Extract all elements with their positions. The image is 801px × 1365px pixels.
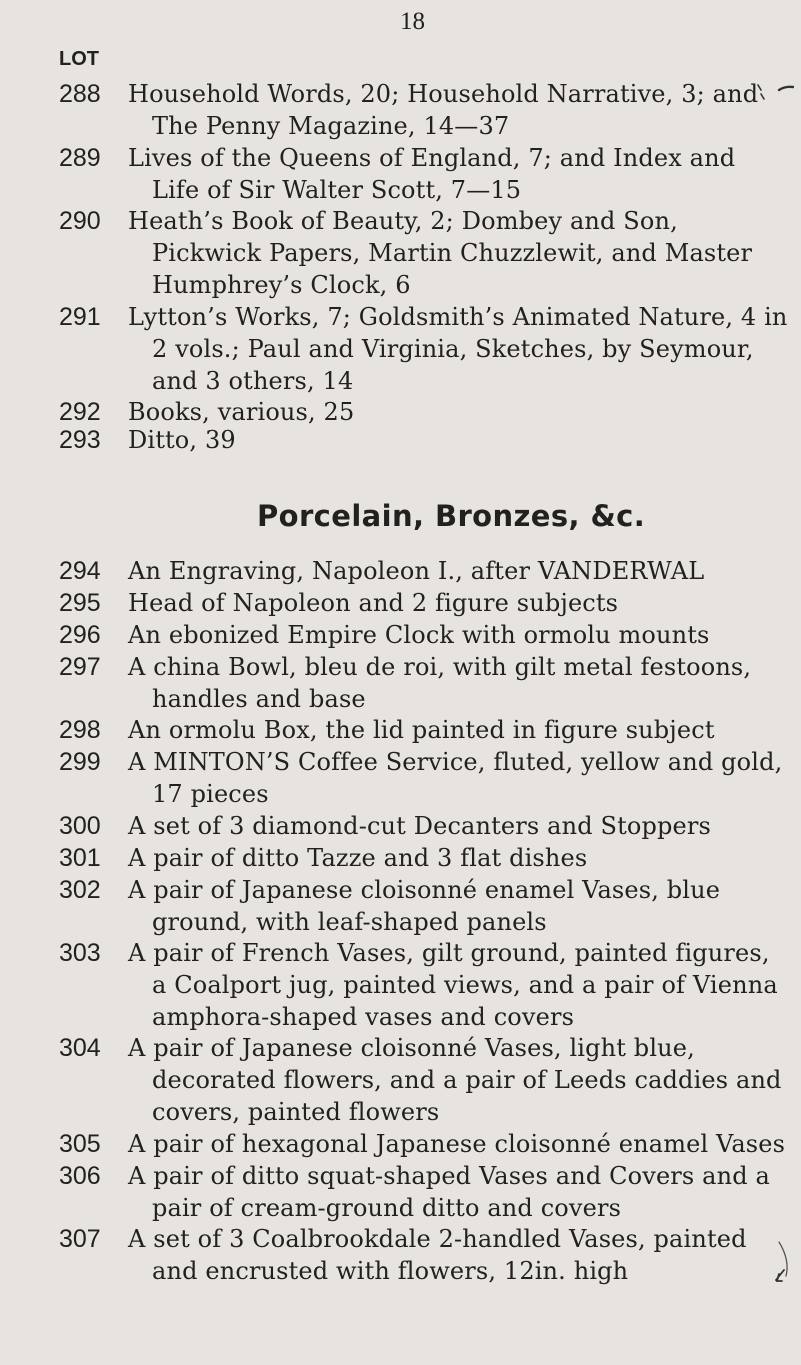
catalog-entry-306 [59, 1160, 789, 1224]
lot-description: Books, various, 25 [128, 398, 355, 426]
lot-number: 288 [59, 80, 101, 108]
lot-number: 300 [59, 812, 101, 840]
section-heading: Porcelain, Bronzes, &c. [257, 499, 646, 533]
lot-number: 294 [59, 557, 101, 585]
catalog-entry-299 [59, 746, 789, 810]
lot-description: Heath’s Book of Beauty, 2; Dombey and Son, Pickwick Papers, Martin Chuzzlewit, and Master Humphrey’s Clock, 6 [128, 207, 753, 299]
lot-description: A pair of French Vases, gilt ground, painted figures, a Coalport jug, painted views, and a pair of Vienna amphora-shaped vases and covers [128, 939, 778, 1031]
lot-description: An ebonized Empire Clock with ormolu mounts [128, 621, 710, 649]
lot-description: A china Bowl, bleu de roi, with gilt metal festoons, handles and base [128, 653, 752, 713]
lot-number: 290 [59, 207, 101, 235]
catalog-entry-295 [59, 587, 789, 619]
lot-description: A pair of ditto squat-shaped Vases and Covers and a pair of cream-ground ditto and covers [128, 1162, 770, 1222]
lot-description: A set of 3 Coalbrookdale 2-handled Vases, painted and encrusted with flowers, 12in. high [128, 1225, 747, 1285]
lot-number: 299 [59, 748, 101, 776]
catalog-entry-305 [59, 1128, 789, 1160]
catalog-entry-290 [59, 205, 789, 301]
catalog-entry-301 [59, 842, 789, 874]
catalog-entry-293 [59, 424, 789, 456]
lot-number: 295 [59, 589, 101, 617]
lot-number: 301 [59, 844, 101, 872]
lot-description: A set of 3 diamond-cut Decanters and Stoppers [128, 812, 711, 840]
catalog-entry-303 [59, 937, 789, 1033]
lot-description: A pair of ditto Tazze and 3 flat dishes [128, 844, 588, 872]
lot-number: 291 [59, 303, 101, 331]
lot-number: 303 [59, 939, 101, 967]
page-number: 18 [400, 8, 425, 35]
lot-description: Lives of the Queens of England, 7; and Index and Life of Sir Walter Scott, 7—15 [128, 144, 736, 204]
lot-description: A pair of hexagonal Japanese cloisonné enamel Vases [128, 1130, 786, 1158]
lot-number: 293 [59, 426, 101, 454]
lot-number: 292 [59, 398, 101, 426]
catalog-entry-297 [59, 651, 789, 715]
lot-number: 307 [59, 1225, 101, 1253]
lot-description: A MINTON’S Coffee Service, fluted, yellow and gold, 17 pieces [128, 748, 783, 808]
catalog-entry-300 [59, 810, 789, 842]
lot-description: A pair of Japanese cloisonné enamel Vases, blue ground, with leaf-shaped panels [128, 876, 721, 936]
lot-number: 302 [59, 876, 101, 904]
lot-number: 289 [59, 144, 101, 172]
catalog-entry-291 [59, 301, 789, 397]
catalog-entry-307 [59, 1223, 789, 1287]
lot-description: Ditto, 39 [128, 426, 236, 454]
lot-number: 296 [59, 621, 101, 649]
catalog-entry-288 [59, 78, 789, 142]
lot-number: 305 [59, 1130, 101, 1158]
lot-description: Head of Napoleon and 2 figure subjects [128, 589, 619, 617]
lot-number: 304 [59, 1034, 101, 1062]
lot-description: An Engraving, Napoleon I., after VANDERWAL [128, 557, 705, 585]
lot-description: Household Words, 20; Household Narrative, 3; and The Penny Magazine, 14—37 [128, 80, 759, 140]
catalog-entry-294 [59, 555, 789, 587]
lot-description: Lytton’s Works, 7; Goldsmith’s Animated Nature, 4 in 2 vols.; Paul and Virginia, Sketches, by Seymour, and 3 others, 14 [128, 303, 788, 395]
lot-number: 298 [59, 716, 101, 744]
catalog-entry-304 [59, 1032, 789, 1128]
lot-number: 297 [59, 653, 101, 681]
lot-description: An ormolu Box, the lid painted in figure subject [128, 716, 715, 744]
catalog-entry-302 [59, 874, 789, 938]
lot-description: A pair of Japanese cloisonné Vases, light blue, decorated flowers, and a pair of Leeds caddies and covers, painted flowers [128, 1034, 782, 1126]
lot-column-header: LOT [59, 48, 99, 70]
lot-number: 306 [59, 1162, 101, 1190]
catalog-entry-296 [59, 619, 789, 651]
catalog-entry-298 [59, 714, 789, 746]
catalog-entry-289 [59, 142, 789, 206]
